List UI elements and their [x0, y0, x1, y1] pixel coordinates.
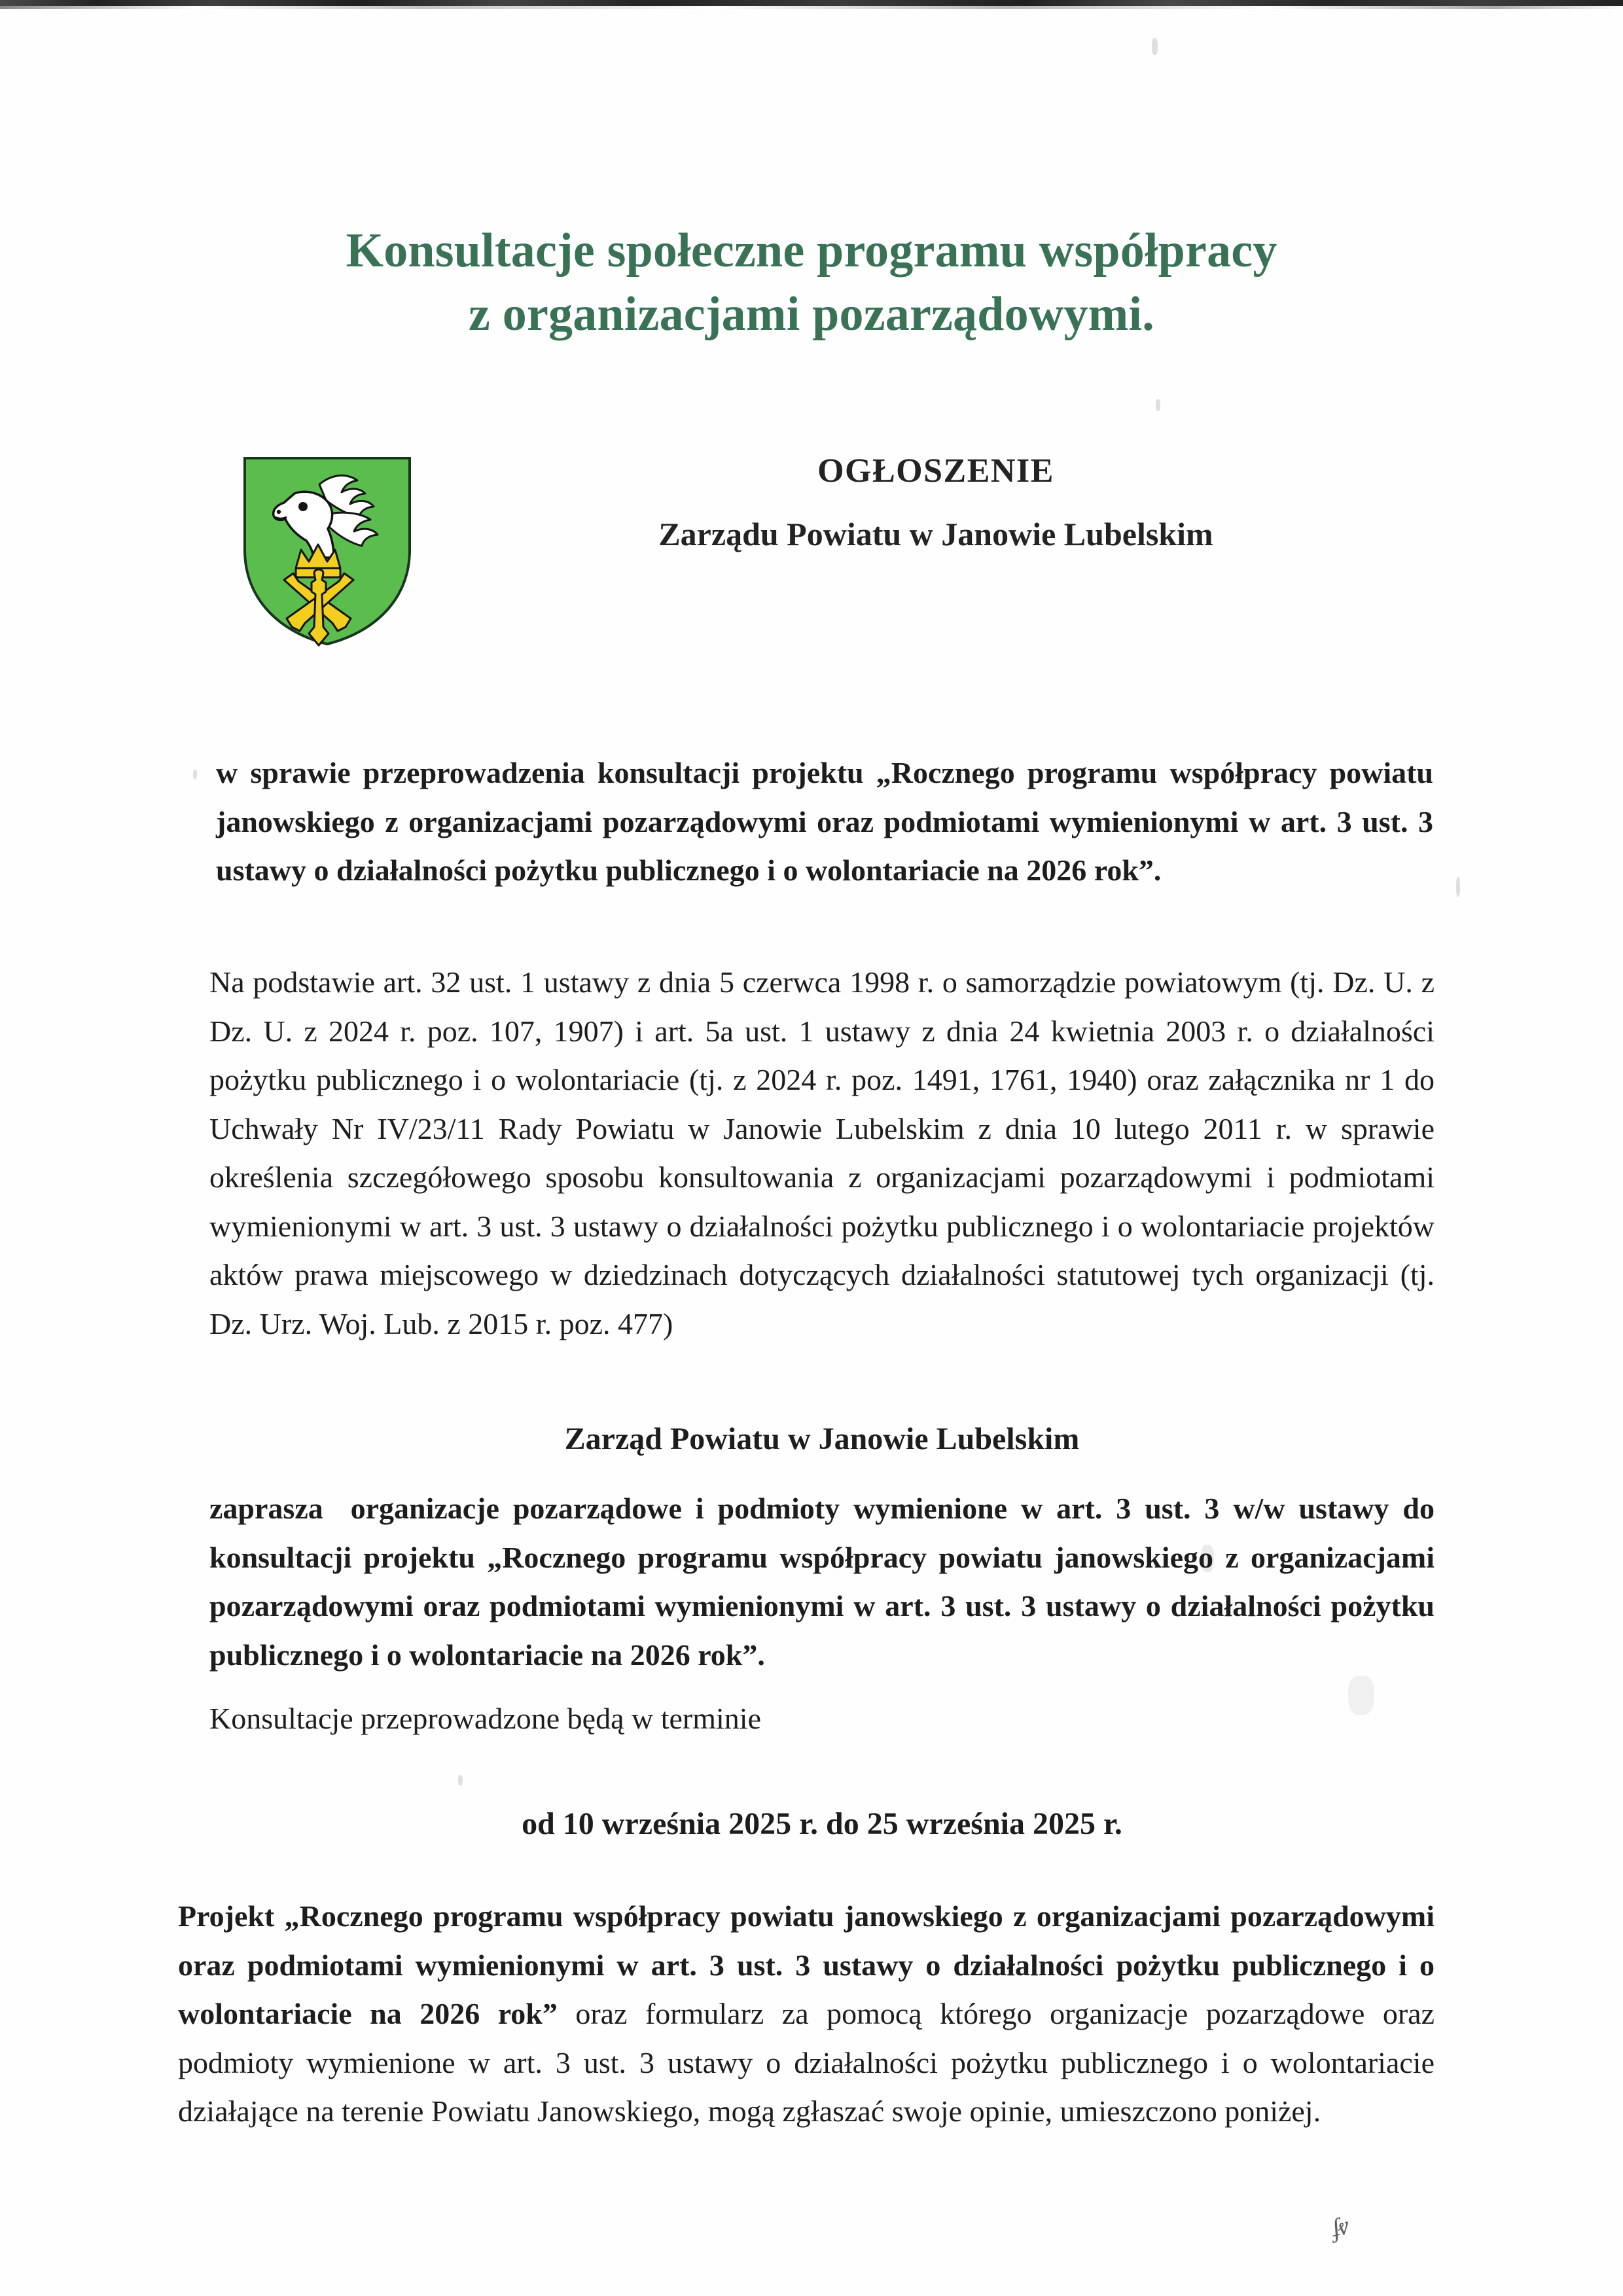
legal-basis-paragraph: Na podstawie art. 32 ust. 1 ustawy z dnia 5 czerwca 1998 r. o samorządzie powiatowym (tj. Dz. U. z Dz. U. z 2024 r. poz. 107, 1907) i art. 5a ust. 1 ustawy z dnia 24 kwietnia 2003 r. o działalności pożytku publicznego i o wolontariacie (tj. z 2024 r. poz. 1491, 1761, 1940) oraz załącznika nr 1 do Uchwały Nr IV/23/11 Rady Powiatu w Janowie Lubelskim z dnia 10 lutego 2011 r. w sprawie określenia szczegółowego sposobu konsultowania z organizacjami pozarządowymi i podmiotami wymienionymi w art. 3 ust. 3 ustawy o działalności pożytku publicznego i o wolontariacie projektów aktów prawa miejscowego w dziedzinach dotyczących działalności statutowej tych organizacji (tj. Dz. Urz. Woj. Lub. z 2015 r. poz. 477): [209, 965, 1435, 1340]
scan-speck: [1456, 877, 1460, 897]
term-intro-text: Konsultacje przeprowadzone będą w terminie: [209, 1702, 761, 1735]
consultation-dates: od 10 września 2025 r. do 25 września 2025 r.: [522, 1806, 1122, 1841]
invitation-paragraph: zaprasza organizacje pozarządowe i podmioty wymienione w art. 3 ust. 3 w/w ustawy do konsultacji projektu „Rocznego programu współpracy powiatu janowskiego z organizacjami pozarządowymi oraz podmiotami wymienionymi w art. 3 ust. 3 ustawy o działalności pożytku publicznego i o wolontariacie na 2026 rok”.: [209, 1492, 1442, 1672]
page-title-line-2: z organizacjami pozarządowymi.: [469, 287, 1154, 342]
page-title-line-1: Konsultacje społeczne programu współpracy: [346, 223, 1277, 278]
project-paragraph-rest: oraz formularz za pomocą którego organizacje pozarządowe oraz podmioty wymienione w art. 3 ust. 3 ustawy o działalności pożytku publicznego i o wolontariacie działające na terenie Powiatu Janowskiego, mogą zgłaszać swoje opinie, umieszczono poniżej.: [178, 1997, 1435, 2128]
subject-paragraph: w sprawie przeprowadzenia konsultacji projektu „Rocznego programu współpracy powiatu janowskiego z organizacjami pozarządowymi oraz podmiotami wymienionymi w art. 3 ust. 3 ustawy o działalności pożytku publicznego i o wolontariacie na 2026 rok”.: [216, 756, 1433, 888]
scan-speck: [1156, 399, 1160, 411]
coat-of-arms-icon: [236, 452, 419, 648]
announcement-heading: OGŁOSZENIE: [817, 452, 1054, 490]
page-title: [0, 219, 1623, 347]
scan-edge-artifact-soft: [0, 6, 1623, 9]
scan-speck: [193, 770, 197, 779]
scan-speck: [1152, 38, 1158, 55]
project-paragraph: [178, 1892, 1435, 2136]
announcement-heading-block: [576, 452, 1296, 553]
scan-edge-artifact: [0, 0, 1623, 6]
scan-speck: [458, 1775, 463, 1785]
handwritten-initial-mark: ʄⱴ: [1329, 2210, 1350, 2243]
announcement-authority: Zarządu Powiatu w Janowie Lubelskim: [658, 516, 1213, 552]
project-paragraph-bold: Projekt „Rocznego programu współpracy powiatu janowskiego z organizacjami pozarządowymi oraz podmiotami wymienionymi w art. 3 ust. 3 ustawy o działalności pożytku publicznego i o wolontariacie na 2026 rok”: [178, 1899, 1435, 2031]
board-heading: Zarząd Powiatu w Janowie Lubelskim: [564, 1422, 1080, 1456]
